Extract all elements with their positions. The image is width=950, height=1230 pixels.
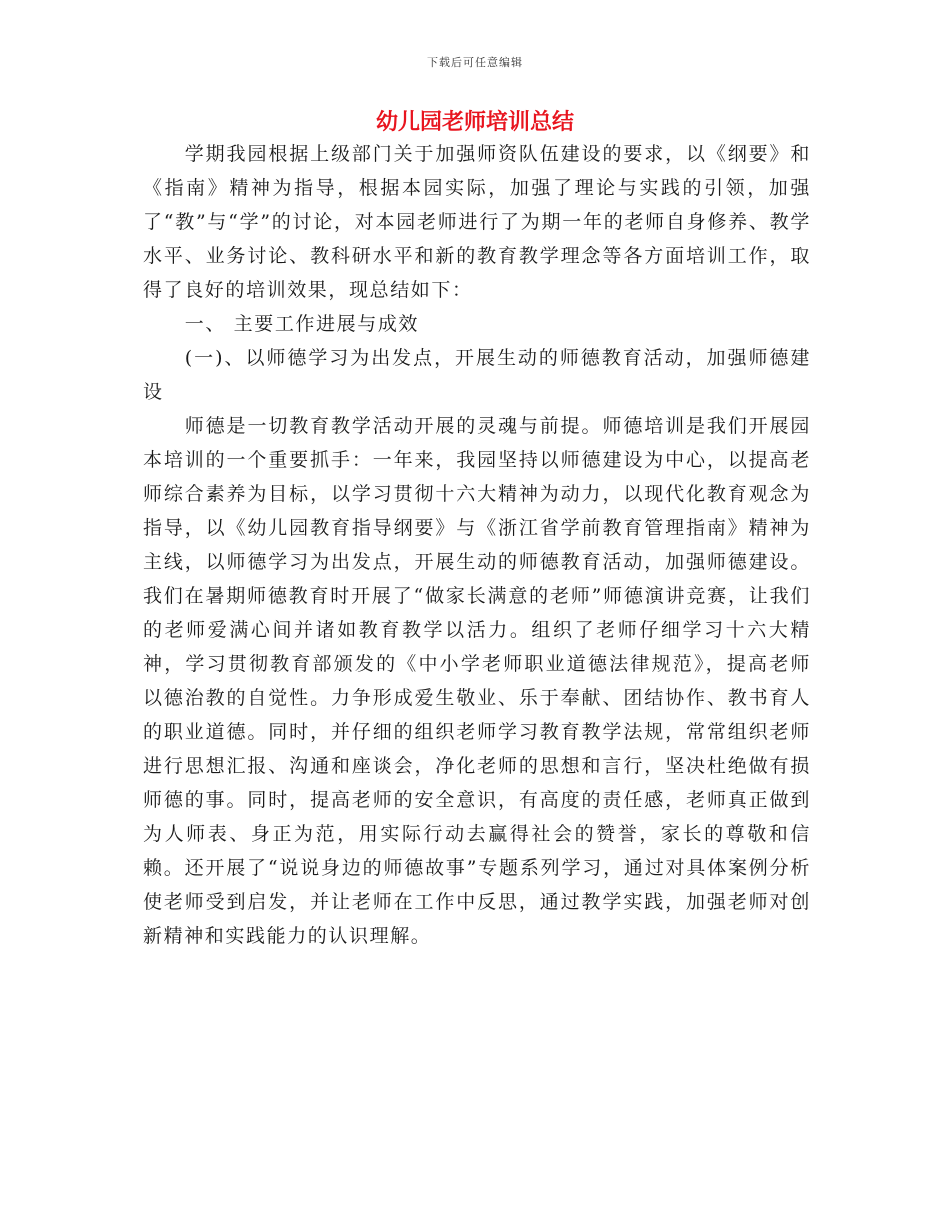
intro-paragraph: 学期我园根据上级部门关于加强师资队伍建设的要求，以《纲要》和《指南》精神为指导，根据本园实际，加强了理论与实践的引领，加强了“教”与“学”的讨论，对本园老师进行了为期一年的老师自身修养、教学水平、业务讨论、教科研水平和新的教育教学理念等各方面培训工作，取得了良好的培训效果，现总结如下： xyxy=(143,143,811,301)
header-note: 下载后可任意编辑 xyxy=(427,56,523,69)
body-paragraph: 师德是一切教育教学活动开展的灵魂与前提。师德培训是我们开展园本培训的一个重要抓手：一年来，我园坚持以师德建设为中心，以提高老师综合素养为目标，以学习贯彻十六大精神为动力，以现代化教育观念为指导，以《幼儿园教育指导纲要》与《浙江省学前教育管理指南》精神为主线，以师德学习为出发点，开展生动的师德教育活动，加强师德建设。我们在暑期师德教育时开展了“做家长满意的老师”师德演讲竞赛，让我们的老师爱满心间并诸如教育教学以活力。组织了老师仔细学习十六大精神，学习贯彻教育部颁发的《中小学老师职业道德法律规范》，提高老师以德治教的自觉性。力争形成爱生敬业、乐于奉献、团结协作、教书育人的职业道德。同时，并仔细的组织老师学习教育教学法规，常常组织老师进行思想汇报、沟通和座谈会，净化老师的思想和言行，坚决杜绝做有损师德的事。同时，提高老师的安全意识，有高度的责任感，老师真正做到为人师表、身正为范，用实际行动去赢得社会的赞誉，家长的尊敬和信赖。还开展了“说说身边的师德故事”专题系列学习，通过对具体案例分析使老师受到启发，并让老师在工作中反思，通过教学实践，加强老师对创新精神和实践能力的认识理解。 xyxy=(143,415,811,947)
document-body xyxy=(143,137,811,953)
subsection-heading: (一)、以师德学习为出发点，开展生动的师德教育活动，加强师德建设 xyxy=(143,347,811,403)
document-title: 幼儿园老师培训总结 xyxy=(375,110,574,135)
section-heading: 一、 主要工作进展与成效 xyxy=(184,313,420,335)
